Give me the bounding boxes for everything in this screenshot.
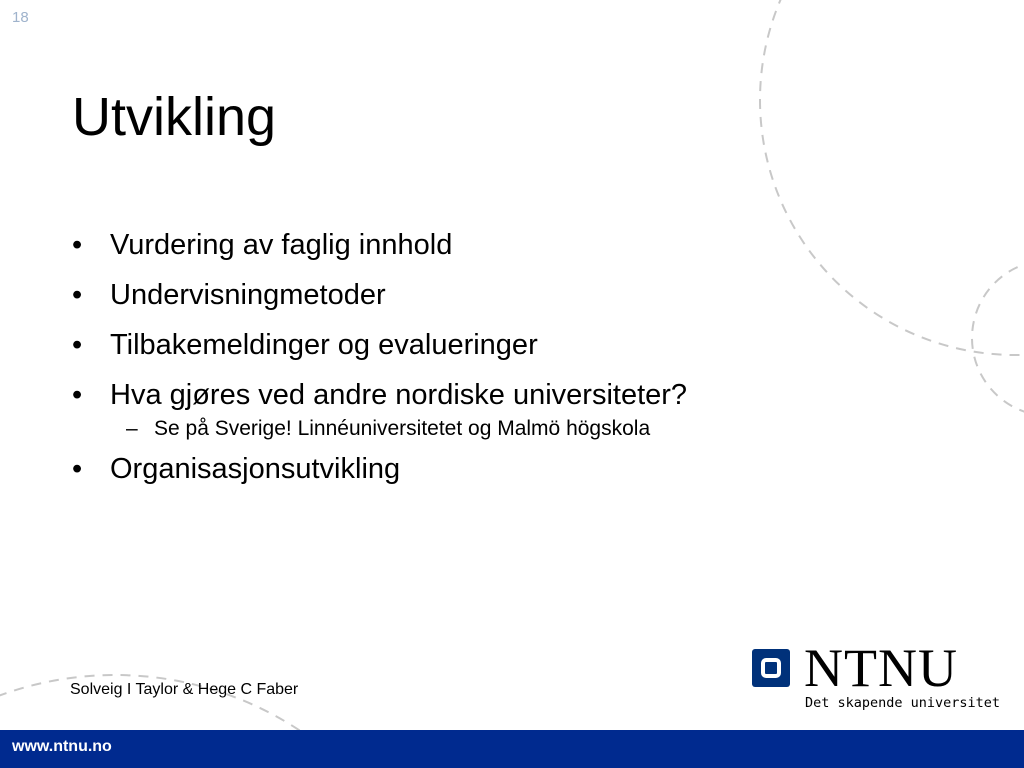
- bullet-marker: •: [72, 379, 83, 411]
- sub-bullet-marker: –: [126, 417, 138, 440]
- bullet-marker: •: [72, 279, 83, 311]
- sub-bullet-item: [72, 417, 687, 451]
- bullet-item: [72, 227, 687, 277]
- bullet-text: Organisasjonsutvikling: [110, 453, 401, 485]
- bullet-text: Hva gjøres ved andre nordiske universiteter?: [110, 379, 688, 411]
- large-dashed-circle: [760, 0, 1024, 355]
- bullet-text: Tilbakemeldinger og evalueringer: [110, 329, 538, 361]
- sub-bullet-text: Se på Sverige! Linnéuniversitetet og Malmö högskola: [154, 417, 651, 440]
- logo-wordmark: NTNU: [804, 638, 958, 698]
- bullet-text: Undervisningmetoder: [110, 279, 386, 311]
- footer-url: www.ntnu.no: [12, 738, 112, 755]
- footer-bar: [0, 730, 1024, 768]
- logo-mark-icon: [752, 649, 790, 687]
- bullet-list: [72, 227, 687, 501]
- slide-title: Utvikling: [72, 87, 277, 147]
- bullet-text: Vurdering av faglig innhold: [110, 229, 453, 261]
- small-dashed-circle: [972, 260, 1024, 416]
- bullet-item: [72, 451, 687, 501]
- bullet-marker: •: [72, 329, 83, 361]
- bullet-marker: •: [72, 453, 83, 485]
- author-credit: Solveig I Taylor & Hege C Faber: [70, 681, 299, 698]
- ntnu-logo: [752, 638, 1001, 717]
- bullet-marker: •: [72, 229, 83, 261]
- slide-number: 18: [12, 9, 29, 26]
- bullet-item: [72, 327, 687, 377]
- logo-tagline: Det skapende universitet: [805, 695, 1001, 711]
- bullet-item: [72, 277, 687, 327]
